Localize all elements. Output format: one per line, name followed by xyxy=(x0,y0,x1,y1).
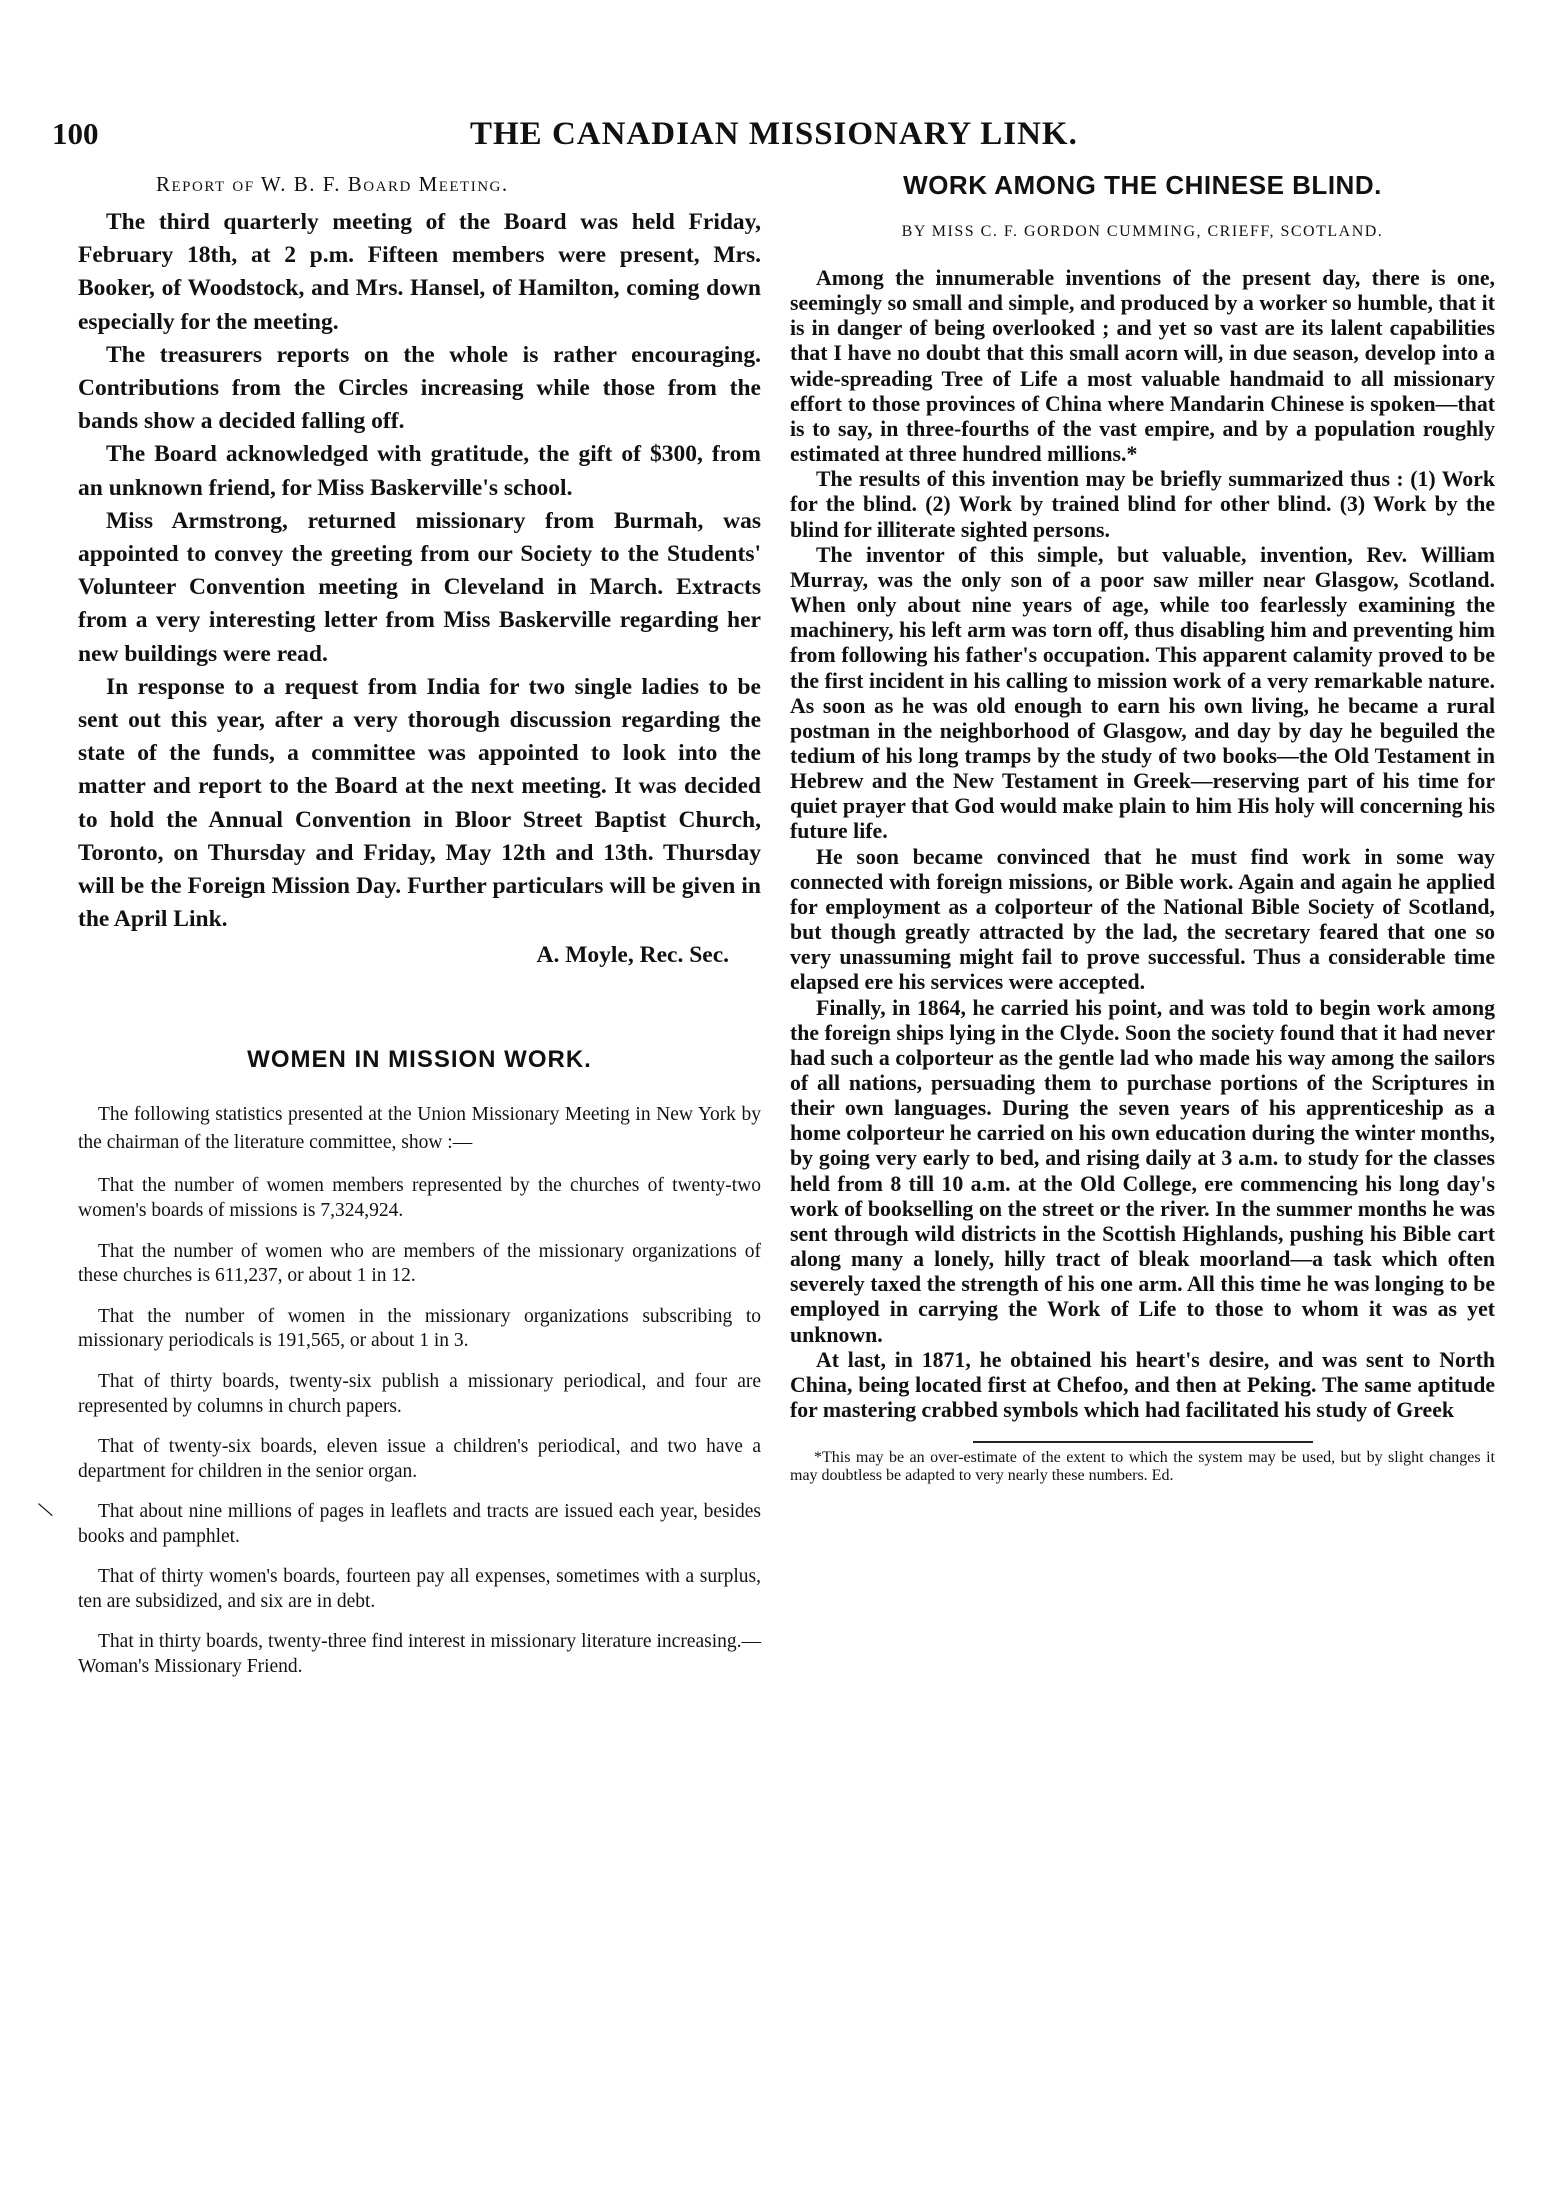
statistic-item: That in thirty boards, twenty-three find interest in missionary literature increasing.—Woman's Missionary Friend. xyxy=(78,1631,761,1677)
report-paragraph: Miss Armstrong, returned missionary from Burmah, was appointed to convey the greeting from our Society to the Students' Volunteer Convention meeting in Cleveland in March. Extracts from a very interesting letter from Miss Baskerville regarding her new buildings were read. xyxy=(78,507,761,667)
women-in-mission-heading: WOMEN IN MISSION WORK. xyxy=(247,1046,592,1074)
statistic-item: That the number of women who are members of the missionary organizations of these churches is 611,237, or about 1 in 12. xyxy=(78,1240,761,1287)
article-paragraph: The results of this invention may be briefly summarized thus : (1) Work for the blind. (2) Work by trained blind for other blind. (3) Work by the blind for illiterate sighted persons. xyxy=(790,467,1495,542)
statistic-item: That the number of women in the missionary organizations subscribing to missionary periodicals is 191,565, or about 1 in 3. xyxy=(78,1305,761,1352)
article-paragraph: At last, in 1871, he obtained his heart's desire, and was sent to North China, being located first at Chefoo, and then at Peking. The same aptitude for mastering crabbed symbols which had facilitated his study of Greek xyxy=(790,1347,1495,1423)
report-paragraph: The treasurers reports on the whole is rather encouraging. Contributions from the Circles increasing while those from the bands show a decided falling off. xyxy=(78,341,761,435)
margin-tick-mark: \ xyxy=(34,1495,56,1524)
report-paragraph: The Board acknowledged with gratitude, the gift of $300, from an unknown friend, for Miss Baskerville's school. xyxy=(78,441,761,501)
report-paragraph: The third quarterly meeting of the Board was held Friday, February 18th, at 2 p.m. Fifteen members were present, Mrs. Booker, of Woodstock, and Mrs. Hansel, of Hamilton, coming down especially for the meeting. xyxy=(78,209,761,335)
statistic-item: That of thirty women's boards, fourteen pay all expenses, sometimes with a surplus, ten are subsidized, and six are in debt. xyxy=(78,1566,761,1612)
article-paragraph: Finally, in 1864, he carried his point, and was told to begin work among the foreign ships lying in the Clyde. Soon the society found that it had never had such a colporteur as the gentle lad who made his way among the sailors of all nations, persuading them to purchase portions of the Scriptures in their own languages. During the seven years of his apprenticeship as a home colporteur he carried on his own education during the winter months, by going very early to bed, and rising daily at 3 a.m. to study for the classes held from 8 till 10 a.m. at the Old College, ere commencing his long day's work of bookselling on the street or the river. In the summer months he was sent through wild districts in the Scottish Highlands, pushing his Bible cart along many a lonely, hilly tract of bleak moorland—a task which often severely taxed the strength of his one arm. All this time he was longing to be employed in carrying the Work of Life to those to whom it was as yet unknown. xyxy=(790,995,1495,1347)
board-meeting-heading: Report of W. B. F. Board Meeting. xyxy=(156,172,509,196)
article-paragraph: The inventor of this simple, but valuable, invention, Rev. William Murray, was the only son of a poor saw miller near Glasgow, Scotland. When only about nine years of age, while too fearlessly examining the machinery, his left arm was torn off, thus disabling him and preventing him from following his father's occupation. This apparent calamity proved to be the first incident in his calling to mission work of a very remarkable nature. As soon as he was old enough to earn his own living, he became a rural postman in the neighborhood of Glasgow, and day by day he beguiled the tedium of his long tramps by the study of two books—the Old Testament in Hebrew and the New Testament in Greek—reserving part of his time for quiet prayer that God would make plain to him His holy will concerning his future life. xyxy=(790,542,1495,844)
publication-title: THE CANADIAN MISSIONARY LINK. xyxy=(470,116,1078,152)
statistics-intro: The following statistics presented at the Union Missionary Meeting in New York by the chairman of the literature committee, show :— xyxy=(78,1104,761,1153)
article-paragraph: Among the innumerable inventions of the present day, there is one, seemingly so small and simple, and produced by a worker so humble, that it is in danger of being overlooked ; and yet so vast are its lalent capabilities that I have no doubt that this small acorn will, in due season, develop into a wide-spreading Tree of Life a most valuable handmaid to all missionary effort to those provinces of China where Mandarin Chinese is spoken—that is to say, in three-fourths of the vast empire, and by a population roughly estimated at three hundred millions.* xyxy=(790,266,1495,467)
footnote: *This may be an over-estimate of the extent to which the system may be used, but by slight changes it may doubtless be adapted to very nearly these numbers. Ed. xyxy=(790,1449,1495,1485)
statistic-item: That of thirty boards, twenty-six publish a missionary periodical, and four are represented by columns in church papers. xyxy=(78,1370,761,1417)
chinese-blind-heading: WORK AMONG THE CHINESE BLIND. xyxy=(903,170,1382,200)
footnote-divider xyxy=(973,1441,1313,1443)
article-paragraph: He soon became convinced that he must find work in some way connected with foreign missions, or Bible work. Again and again he applied for employment as a colporteur of the National Bible Society of Scotland, but though greatly attracted by the lad, the secretary feared that one so very unassuming might fail to prove successful. Thus a considerable time elapsed ere his services were accepted. xyxy=(790,844,1495,995)
report-paragraph: In response to a request from India for two single ladies to be sent out this year, after a very thorough discussion regarding the state of the funds, a committee was appointed to look into the matter and report to the Board at the next meeting. It was decided to hold the Annual Convention in Bloor Street Baptist Church, Toronto, on Thursday and Friday, May 12th and 13th. Thursday will be the Foreign Mission Day. Further particulars will be given in the April Link. xyxy=(78,673,761,933)
left-column xyxy=(78,172,761,1695)
statistic-item: That about nine millions of pages in leaflets and tracts are issued each year, besides books and pamphlet. xyxy=(78,1500,761,1547)
right-column xyxy=(790,172,1495,1485)
statistic-item: That of twenty-six boards, eleven issue a children's periodical, and two have a department for children in the senior organ. xyxy=(78,1435,761,1482)
report-signature: A. Moyle, Rec. Sec. xyxy=(536,942,729,969)
statistic-item: That the number of women members represented by the churches of twenty-two women's boards of missions is 7,324,924. xyxy=(78,1175,761,1222)
page-number: 100 xyxy=(52,116,99,151)
article-byline: BY MISS C. F. GORDON CUMMING, CRIEFF, SCOTLAND. xyxy=(901,223,1384,240)
